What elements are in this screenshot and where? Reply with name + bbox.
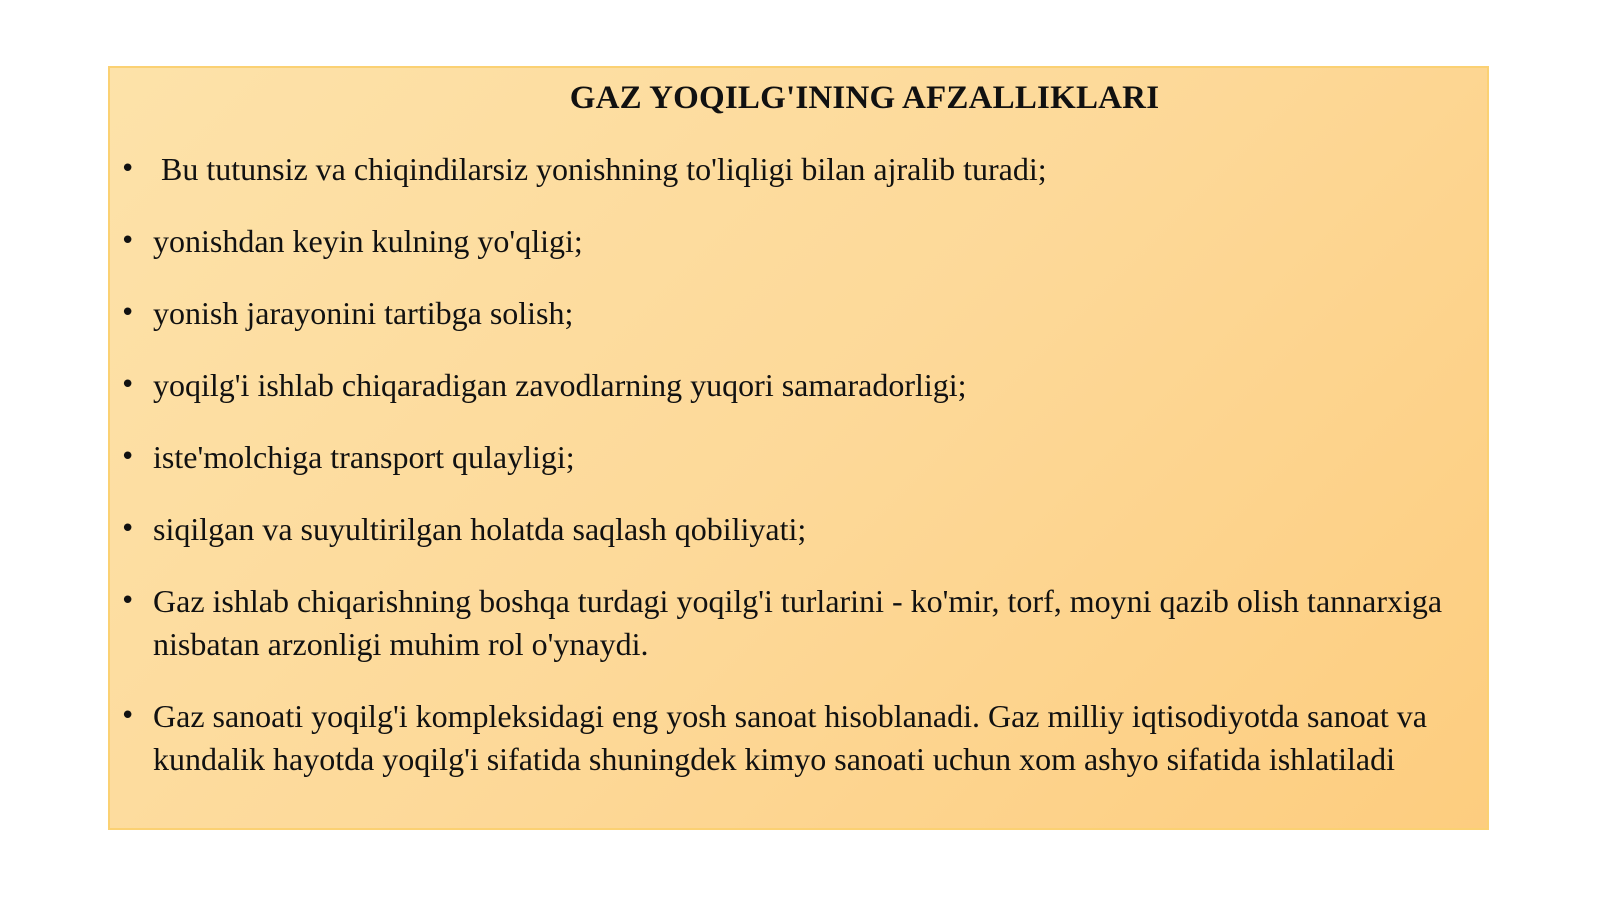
list-item-text: Gaz ishlab chiqarishning boshqa turdagi yoqilg'i turlarini - ko'mir, torf, moyni qazib olish tannarxiga nisbatan arzonligi muhim rol o'ynaydi. <box>153 583 1451 662</box>
bullet-icon: • <box>120 154 136 184</box>
bullet-icon: • <box>120 514 136 544</box>
bullet-icon: • <box>120 370 136 400</box>
list-item-text: yonishdan keyin kulning yo'qligi; <box>153 223 583 259</box>
list-item <box>110 364 1450 407</box>
bullet-icon: • <box>120 586 136 616</box>
list-item-text: siqilgan va suyultirilgan holatda saqlash qobiliyati; <box>153 511 807 547</box>
list-item-text: Gaz sanoati yoqilg'i kompleksidagi eng yosh sanoat hisoblanadi. Gaz milliy iqtisodiyotda sanoat va kundalik hayotda yoqilg'i sifatida shuningdek kimyo sanoati uchun xom ashyo sifatida ishlatiladi <box>153 698 1435 777</box>
list-item-text: Bu tutunsiz va chiqindilarsiz yonishning to'liqligi bilan ajralib turadi; <box>153 151 1047 187</box>
list-item <box>110 508 1450 551</box>
bullet-icon: • <box>120 298 136 328</box>
bullet-icon: • <box>120 226 136 256</box>
bullet-list <box>110 148 1450 781</box>
list-item <box>110 220 1450 263</box>
list-item <box>110 436 1450 479</box>
list-item <box>110 148 1450 191</box>
bullet-icon: • <box>120 442 136 472</box>
list-item <box>110 695 1450 781</box>
content-box <box>108 66 1489 830</box>
list-item <box>110 580 1450 666</box>
bullet-icon: • <box>120 701 136 731</box>
slide-title: GAZ YOQILG'INING AFZALLIKLARI <box>569 80 1160 116</box>
list-item <box>110 292 1450 335</box>
list-item-text: iste'molchiga transport qulayligi; <box>153 439 575 475</box>
list-item-text: yoqilg'i ishlab chiqaradigan zavodlarning yuqori samaradorligi; <box>153 367 967 403</box>
list-item-text: yonish jarayonini tartibga solish; <box>153 295 574 331</box>
